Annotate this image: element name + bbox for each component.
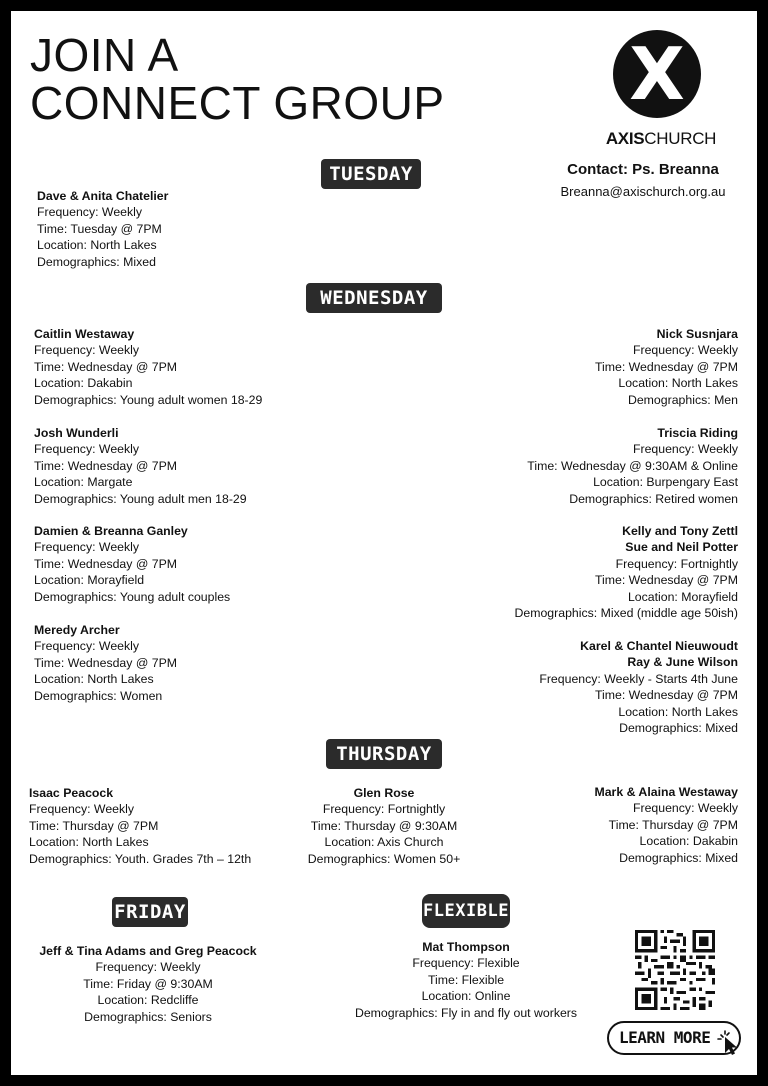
- group-frequency: Frequency: Weekly: [34, 442, 140, 457]
- flyer-page: [11, 11, 757, 1075]
- group-time: Time: Thursday @ 7PM: [608, 817, 738, 832]
- group-frequency: Frequency: Weekly: [95, 960, 201, 975]
- page-title: [30, 31, 445, 127]
- group-name: Glen Rose: [353, 786, 415, 800]
- group-card-flexible-1: [341, 939, 591, 1021]
- group-card-wednesday-right-3: [515, 523, 739, 621]
- group-frequency: Frequency: Flexible: [412, 956, 520, 971]
- day-heading-wednesday: WEDNESDAY: [306, 283, 442, 313]
- group-location: Location: North Lakes: [618, 704, 738, 719]
- group-name: Kelly and Tony Zettl: [622, 524, 738, 538]
- group-time: Time: Wednesday @ 7PM: [34, 458, 178, 473]
- group-demographics: Demographics: Men: [627, 392, 738, 407]
- axis-church-logo: [607, 30, 715, 150]
- group-frequency: Frequency: Weekly: [632, 343, 738, 358]
- group-demographics: Demographics: Youth. Grades 7th – 12th: [29, 851, 252, 866]
- group-demographics: Demographics: Retired women: [569, 491, 738, 506]
- group-card-wednesday-right-1: [595, 326, 738, 408]
- group-time: Time: Wednesday @ 7PM: [34, 655, 178, 670]
- group-location: Location: North Lakes: [618, 376, 738, 391]
- logo-wordmark: [601, 129, 721, 149]
- logo-brand-rest: CHURCH: [644, 129, 717, 148]
- group-name: Caitlin Westaway: [34, 327, 135, 341]
- group-time: Time: Friday @ 9:30AM: [83, 976, 213, 991]
- group-card-wednesday-right-2: [527, 425, 738, 507]
- group-time: Time: Flexible: [427, 972, 505, 987]
- group-card-thursday-3: [594, 784, 738, 866]
- group-location: Location: Online: [421, 989, 511, 1004]
- group-name: Mat Thompson: [422, 940, 510, 954]
- group-location: Location: Dakabin: [639, 834, 738, 849]
- group-time: Time: Wednesday @ 7PM: [594, 688, 738, 703]
- group-time: Time: Wednesday @ 7PM: [34, 556, 178, 571]
- group-card-tuesday-1: [37, 188, 168, 270]
- group-name: Damien & Breanna Ganley: [34, 524, 188, 538]
- learn-more-label: LEARN MORE: [619, 1028, 711, 1047]
- group-location: Location: Morayfield: [627, 589, 738, 604]
- group-location: Location: Burpengary East: [593, 475, 738, 490]
- group-demographics: Demographics: Mixed (middle age 50ish): [514, 606, 738, 621]
- group-time: Time: Wednesday @ 7PM: [594, 359, 738, 374]
- group-time: Time: Wednesday @ 7PM: [34, 359, 178, 374]
- group-demographics: Demographics: Young adult couples: [34, 589, 231, 604]
- group-name: Isaac Peacock: [29, 786, 114, 800]
- group-location: Location: Margate: [34, 475, 133, 490]
- group-card-wednesday-left-4: [34, 622, 177, 704]
- group-demographics: Demographics: Mixed: [37, 254, 156, 269]
- group-time: Time: Wednesday @ 7PM: [594, 573, 738, 588]
- group-frequency: Frequency: Fortnightly: [322, 802, 446, 817]
- title-line-1: JOIN A: [30, 29, 179, 81]
- group-demographics: Demographics: Seniors: [84, 1009, 212, 1024]
- group-frequency: Frequency: Weekly: [632, 801, 738, 816]
- group-location: Location: Redcliffe: [97, 993, 199, 1008]
- group-name: Josh Wunderli: [34, 426, 119, 440]
- contact-email-link[interactable]: Breanna@axischurch.org.au: [560, 184, 726, 199]
- group-card-thursday-1: [29, 785, 251, 867]
- group-location: Location: Dakabin: [34, 376, 133, 391]
- group-demographics: Demographics: Mixed: [619, 850, 738, 865]
- cursor-click-icon: [715, 1029, 741, 1055]
- group-name-secondary: Ray & June Wilson: [627, 655, 738, 670]
- group-time: Time: Tuesday @ 7PM: [37, 221, 162, 236]
- day-heading-tuesday: TUESDAY: [321, 159, 421, 189]
- group-location: Location: Morayfield: [34, 573, 145, 588]
- group-card-wednesday-left-2: [34, 425, 247, 507]
- group-name-secondary: Sue and Neil Potter: [625, 540, 738, 555]
- group-demographics: Demographics: Women 50+: [307, 851, 461, 866]
- title-line-2: CONNECT GROUP: [30, 77, 445, 129]
- learn-more-button[interactable]: [607, 1021, 741, 1055]
- group-time: Time: Wednesday @ 9:30AM & Online: [527, 458, 738, 473]
- group-card-wednesday-left-1: [34, 326, 262, 408]
- group-frequency: Frequency: Weekly: [37, 205, 143, 220]
- group-frequency: Frequency: Weekly: [632, 442, 738, 457]
- group-frequency: Frequency: Weekly: [34, 343, 140, 358]
- contact-title: Contact: Ps. Breanna: [567, 161, 719, 178]
- group-frequency: Frequency: Weekly: [29, 802, 135, 817]
- day-heading-thursday: THURSDAY: [326, 739, 442, 769]
- group-demographics: Demographics: Young adult women 18-29: [34, 392, 263, 407]
- group-location: Location: North Lakes: [29, 835, 149, 850]
- qr-code[interactable]: [635, 930, 715, 1010]
- group-demographics: Demographics: Fly in and fly out workers: [354, 1005, 578, 1020]
- day-heading-flexible: FLEXIBLE: [422, 894, 510, 928]
- group-card-wednesday-right-4: [539, 638, 738, 736]
- group-demographics: Demographics: Young adult men 18-29: [34, 491, 247, 506]
- group-name: Dave & Anita Chatelier: [37, 189, 169, 203]
- group-time: Time: Thursday @ 7PM: [29, 818, 159, 833]
- group-name: Jeff & Tina Adams and Greg Peacock: [39, 944, 257, 958]
- group-name: Karel & Chantel Nieuwoudt: [580, 639, 738, 653]
- group-time: Time: Thursday @ 9:30AM: [310, 818, 458, 833]
- day-heading-friday: FRIDAY: [112, 897, 188, 927]
- group-demographics: Demographics: Women: [34, 688, 163, 703]
- logo-x-icon: X: [629, 32, 685, 116]
- group-location: Location: North Lakes: [34, 672, 154, 687]
- group-location: Location: Axis Church: [324, 835, 444, 850]
- group-frequency: Frequency: Fortnightly: [615, 556, 738, 571]
- group-card-thursday-2: [283, 785, 485, 867]
- group-frequency: Frequency: Weekly: [34, 540, 140, 555]
- group-card-wednesday-left-3: [34, 523, 230, 605]
- group-name: Mark & Alaina Westaway: [594, 785, 738, 799]
- group-location: Location: North Lakes: [37, 238, 157, 253]
- group-name: Nick Susnjara: [656, 327, 738, 341]
- group-card-friday-1: [31, 943, 265, 1025]
- contact-block: [533, 161, 753, 199]
- group-demographics: Demographics: Mixed: [619, 721, 738, 736]
- group-name: Meredy Archer: [34, 623, 120, 637]
- logo-brand-bold: AXIS: [605, 129, 645, 148]
- group-frequency: Frequency: Weekly - Starts 4th June: [539, 671, 738, 686]
- group-frequency: Frequency: Weekly: [34, 639, 140, 654]
- group-name: Triscia Riding: [657, 426, 738, 440]
